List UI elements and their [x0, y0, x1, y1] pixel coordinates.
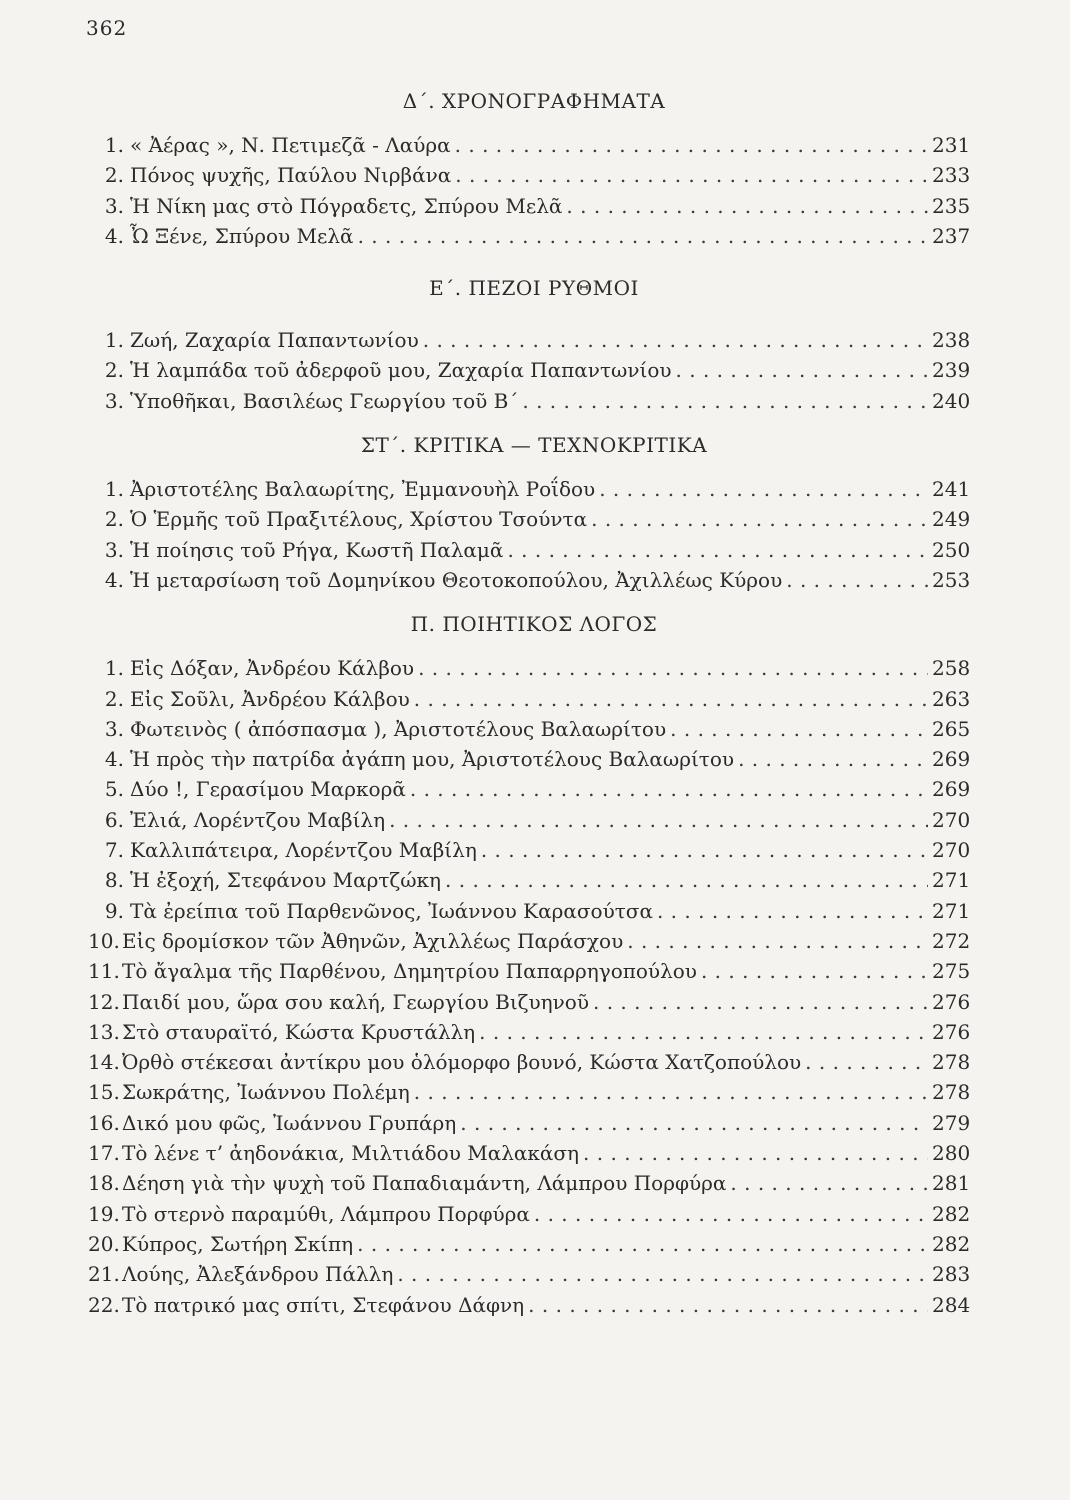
toc-entry [100, 744, 971, 774]
entry-page: 249 [932, 507, 971, 532]
entry-title: Φωτεινὸς ( ἀπόσπασμα ), Ἀριστοτέλους Βαλαωρίτου [130, 716, 667, 741]
section-heading: Π. ΠΟΙΗΤΙΚΟΣ ΛΟΓΟΣ [410, 612, 658, 637]
entry-number: 11. [88, 959, 120, 984]
entry-number: 4. [104, 567, 124, 592]
dot-leader [455, 130, 928, 160]
toc-entry [100, 325, 971, 355]
entry-title: Τὸ λένε τ’ ἀηδονάκια, Μιλτιάδου Μαλακάση [122, 1141, 580, 1166]
dot-leader [591, 504, 928, 534]
dot-leader [805, 1047, 928, 1077]
dot-leader [657, 896, 928, 926]
entry-title: Ἡ πρὸς τὴν πατρίδα ἀγάπη μου, Ἀριστοτέλους Βαλαωρίτου [130, 747, 735, 772]
toc-entry [88, 1168, 971, 1198]
dot-leader [676, 355, 928, 385]
dot-leader [445, 865, 928, 895]
entry-number: 7. [104, 838, 124, 863]
dot-leader [418, 653, 928, 683]
entry-number: 3. [104, 388, 124, 413]
dot-leader [786, 565, 928, 595]
entry-title: Ἡ ἐξοχή, Στεφάνου Μαρτζώκη [130, 868, 442, 893]
toc-entry [88, 1017, 971, 1047]
entry-title: Εἰς δρομίσκον τῶν Ἀθηνῶν, Ἀχιλλέως Παράσχου [122, 928, 624, 953]
dot-leader [627, 926, 928, 956]
entry-page: 275 [932, 959, 971, 984]
entry-number: 1. [104, 477, 124, 502]
entry-number: 3. [104, 716, 124, 741]
toc-entry [88, 1077, 971, 1107]
entry-title: Ὀρθὸ στέκεσαι ἀντίκρυ μου ὁλόμορφο βουνό, Κώστα Χατζοπούλου [122, 1050, 802, 1075]
dot-leader [730, 1168, 928, 1198]
entry-page: 279 [932, 1110, 971, 1135]
entry-page: 282 [932, 1231, 971, 1256]
entry-page: 233 [932, 163, 971, 188]
entry-page: 272 [932, 928, 971, 953]
entry-number: 18. [88, 1171, 120, 1196]
entry-number: 2. [104, 358, 124, 383]
entry-page: 269 [932, 747, 971, 772]
entry-title: Καλλιπάτειρα, Λορέντζου Μαβίλη [130, 838, 477, 863]
page-number: 362 [86, 16, 128, 40]
entry-number: 2. [104, 507, 124, 532]
dot-leader [397, 1259, 928, 1289]
entry-page: 269 [932, 777, 971, 802]
entry-number: 17. [88, 1141, 120, 1166]
entry-number: 22. [88, 1292, 120, 1317]
section-heading: ΣΤ΄. ΚΡΙΤΙΚΑ — ΤΕΧΝΟΚΡΙΤΙΚΑ [360, 433, 708, 458]
entry-title: Ἐλιά, Λορέντζου Μαβίλη [130, 807, 386, 832]
toc-entry [100, 504, 971, 534]
entry-page: 284 [932, 1292, 971, 1317]
entry-title: Ἀριστοτέλης Βαλαωρίτης, Ἐμμανουὴλ Ροΐδου [130, 477, 596, 502]
dot-leader [423, 325, 928, 355]
toc-entry [100, 865, 971, 895]
toc-entry [100, 160, 971, 190]
entry-number: 4. [104, 747, 124, 772]
entry-title: Πόνος ψυχῆς, Παύλου Νιρβάνα [130, 163, 452, 188]
toc-entry [100, 191, 971, 221]
toc-entry [100, 714, 971, 744]
entry-number: 2. [104, 163, 124, 188]
entry-page: 241 [932, 477, 971, 502]
entry-page: 238 [932, 328, 971, 353]
entry-page: 270 [932, 807, 971, 832]
toc-entry [88, 1229, 971, 1259]
dot-leader [593, 987, 928, 1017]
dot-leader [455, 160, 928, 190]
entry-page: 276 [932, 1019, 971, 1044]
entry-title: Ὁ Ἑρμῆς τοῦ Πραξιτέλους, Χρίστου Τσούντα [130, 507, 588, 532]
dot-leader [670, 714, 928, 744]
entry-number: 1. [104, 133, 124, 157]
entry-number: 10. [88, 928, 120, 953]
dot-leader [414, 684, 928, 714]
entry-title: « Ἀέρας », Ν. Πετιμεζᾶ - Λαύρα [130, 133, 451, 157]
entry-page: 231 [932, 133, 971, 157]
entry-title: Δύο !, Γερασίμου Μαρκορᾶ [130, 777, 406, 802]
toc-entry [88, 1290, 971, 1320]
entry-number: 15. [88, 1080, 120, 1105]
entry-number: 4. [104, 223, 124, 248]
dot-leader [389, 805, 928, 835]
toc-entry [88, 987, 971, 1017]
entry-number: 12. [88, 989, 120, 1014]
entry-page: 278 [932, 1080, 971, 1105]
dot-leader [599, 474, 928, 504]
toc-entry [100, 896, 971, 926]
dot-leader [507, 535, 928, 565]
entry-page: 270 [932, 838, 971, 863]
dot-leader [481, 835, 928, 865]
entry-title: Ἡ ποίησις τοῦ Ρήγα, Κωστῆ Παλαμᾶ [130, 537, 504, 562]
entry-page: 258 [932, 656, 971, 681]
entry-page: 237 [932, 223, 971, 248]
entry-title: Κύπρος, Σωτήρη Σκίπη [122, 1231, 354, 1256]
dot-leader [566, 191, 928, 221]
entry-number: 21. [88, 1262, 120, 1287]
entry-number: 2. [104, 686, 124, 711]
toc-entry [88, 956, 971, 986]
entry-title: Τὸ στερνὸ παραμύθι, Λάμπρου Πορφύρα [122, 1201, 530, 1226]
entry-page: 281 [932, 1171, 971, 1196]
table-of-contents [88, 86, 971, 1320]
dot-leader [410, 774, 928, 804]
toc-entry [88, 1199, 971, 1229]
dot-leader [701, 956, 928, 986]
entry-page: 239 [932, 358, 971, 383]
entry-number: 14. [88, 1050, 120, 1075]
entry-title: Σωκράτης, Ἰωάννου Πολέμη [122, 1080, 410, 1105]
entry-title: Τὰ ἐρείπια τοῦ Παρθενῶνος, Ἰωάννου Καρασούτσα [130, 898, 653, 923]
section-heading: Ε΄. ΠΕΖΟΙ ΡΥΘΜΟΙ [429, 276, 639, 301]
dot-leader [738, 744, 928, 774]
toc-entry [100, 684, 971, 714]
dot-leader [479, 1017, 928, 1047]
entry-page: 263 [932, 686, 971, 711]
entry-title: Δικό μου φῶς, Ἰωάννου Γρυπάρη [122, 1110, 457, 1135]
entry-title: Ἡ λαμπάδα τοῦ ἀδερφοῦ μου, Ζαχαρία Παπαντωνίου [130, 358, 672, 383]
toc-entry [88, 1138, 971, 1168]
toc-entry [100, 535, 971, 565]
entry-page: 280 [932, 1141, 971, 1166]
entry-number: 16. [88, 1110, 120, 1135]
entry-title: Τὸ πατρικό μας σπίτι, Στεφάνου Δάφνη [122, 1292, 525, 1317]
entry-number: 1. [104, 328, 124, 353]
entry-page: 235 [932, 193, 971, 218]
dot-leader [358, 221, 928, 251]
entry-title: Παιδί μου, ὥρα σου καλή, Γεωργίου Βιζυηνοῦ [122, 989, 589, 1014]
entry-title: Εἰς Δόξαν, Ἀνδρέου Κάλβου [130, 656, 415, 681]
toc-entry [100, 653, 971, 683]
dot-leader [534, 1199, 928, 1229]
entry-page: 283 [932, 1262, 971, 1287]
entry-title: Λούης, Ἀλεξάνδρου Πάλλη [122, 1262, 394, 1287]
toc-entry [100, 130, 971, 160]
entry-title: Στὸ σταυραϊτό, Κώστα Κρυστάλλη [122, 1019, 476, 1044]
entry-title: Εἰς Σοῦλι, Ἀνδρέου Κάλβου [130, 686, 410, 711]
toc-entry [100, 474, 971, 504]
entry-title: Ἡ μεταρσίωση τοῦ Δομηνίκου Θεοτοκοπούλου, Ἀχιλλέως Κύρου [130, 567, 783, 592]
toc-entry [100, 835, 971, 865]
entry-page: 282 [932, 1201, 971, 1226]
entry-title: Τὸ ἄγαλμα τῆς Παρθένου, Δημητρίου Παπαρρηγοπούλου [122, 959, 697, 984]
toc-entry [100, 565, 971, 595]
toc-entry [100, 774, 971, 804]
entry-title: Ζωή, Ζαχαρία Παπαντωνίου [130, 328, 419, 353]
section-heading: Δ΄. ΧΡΟΝΟΓΡΑΦΗΜΑΤΑ [402, 89, 666, 113]
entry-number: 6. [104, 807, 124, 832]
dot-leader [414, 1077, 928, 1107]
entry-page: 250 [932, 537, 971, 562]
dot-leader [583, 1138, 928, 1168]
dot-leader [357, 1229, 928, 1259]
entry-number: 9. [104, 898, 124, 923]
entry-title: Ἡ Νίκη μας στὸ Πόγραδετς, Σπύρου Μελᾶ [130, 193, 563, 218]
toc-entry [88, 926, 971, 956]
entry-number: 13. [88, 1019, 120, 1044]
toc-entry [88, 1259, 971, 1289]
dot-leader [460, 1108, 928, 1138]
entry-page: 271 [932, 868, 971, 893]
entry-number: 5. [104, 777, 124, 802]
entry-title: Δέηση γιὰ τὴν ψυχὴ τοῦ Παπαδιαμάντη, Λάμπρου Πορφύρα [122, 1171, 727, 1196]
entry-page: 278 [932, 1050, 971, 1075]
entry-page: 240 [932, 388, 971, 413]
toc-entry [88, 1047, 971, 1077]
toc-entry [100, 805, 971, 835]
toc-entry [100, 221, 971, 251]
entry-number: 20. [88, 1231, 120, 1256]
entry-page: 265 [932, 716, 971, 741]
entry-page: 276 [932, 989, 971, 1014]
entry-page: 271 [932, 898, 971, 923]
entry-number: 1. [104, 656, 124, 681]
entry-page: 253 [932, 567, 971, 592]
toc-entry [100, 355, 971, 385]
entry-number: 3. [104, 193, 124, 218]
entry-number: 8. [104, 868, 124, 893]
dot-leader [522, 386, 928, 416]
entry-title: Ὦ Ξένε, Σπύρου Μελᾶ [130, 223, 354, 248]
entry-number: 19. [88, 1201, 120, 1226]
entry-title: Ὑποθῆκαι, Βασιλέως Γεωργίου τοῦ Β΄ [130, 388, 519, 413]
entry-number: 3. [104, 537, 124, 562]
toc-entry [100, 386, 971, 416]
toc-entry [88, 1108, 971, 1138]
dot-leader [528, 1290, 928, 1320]
